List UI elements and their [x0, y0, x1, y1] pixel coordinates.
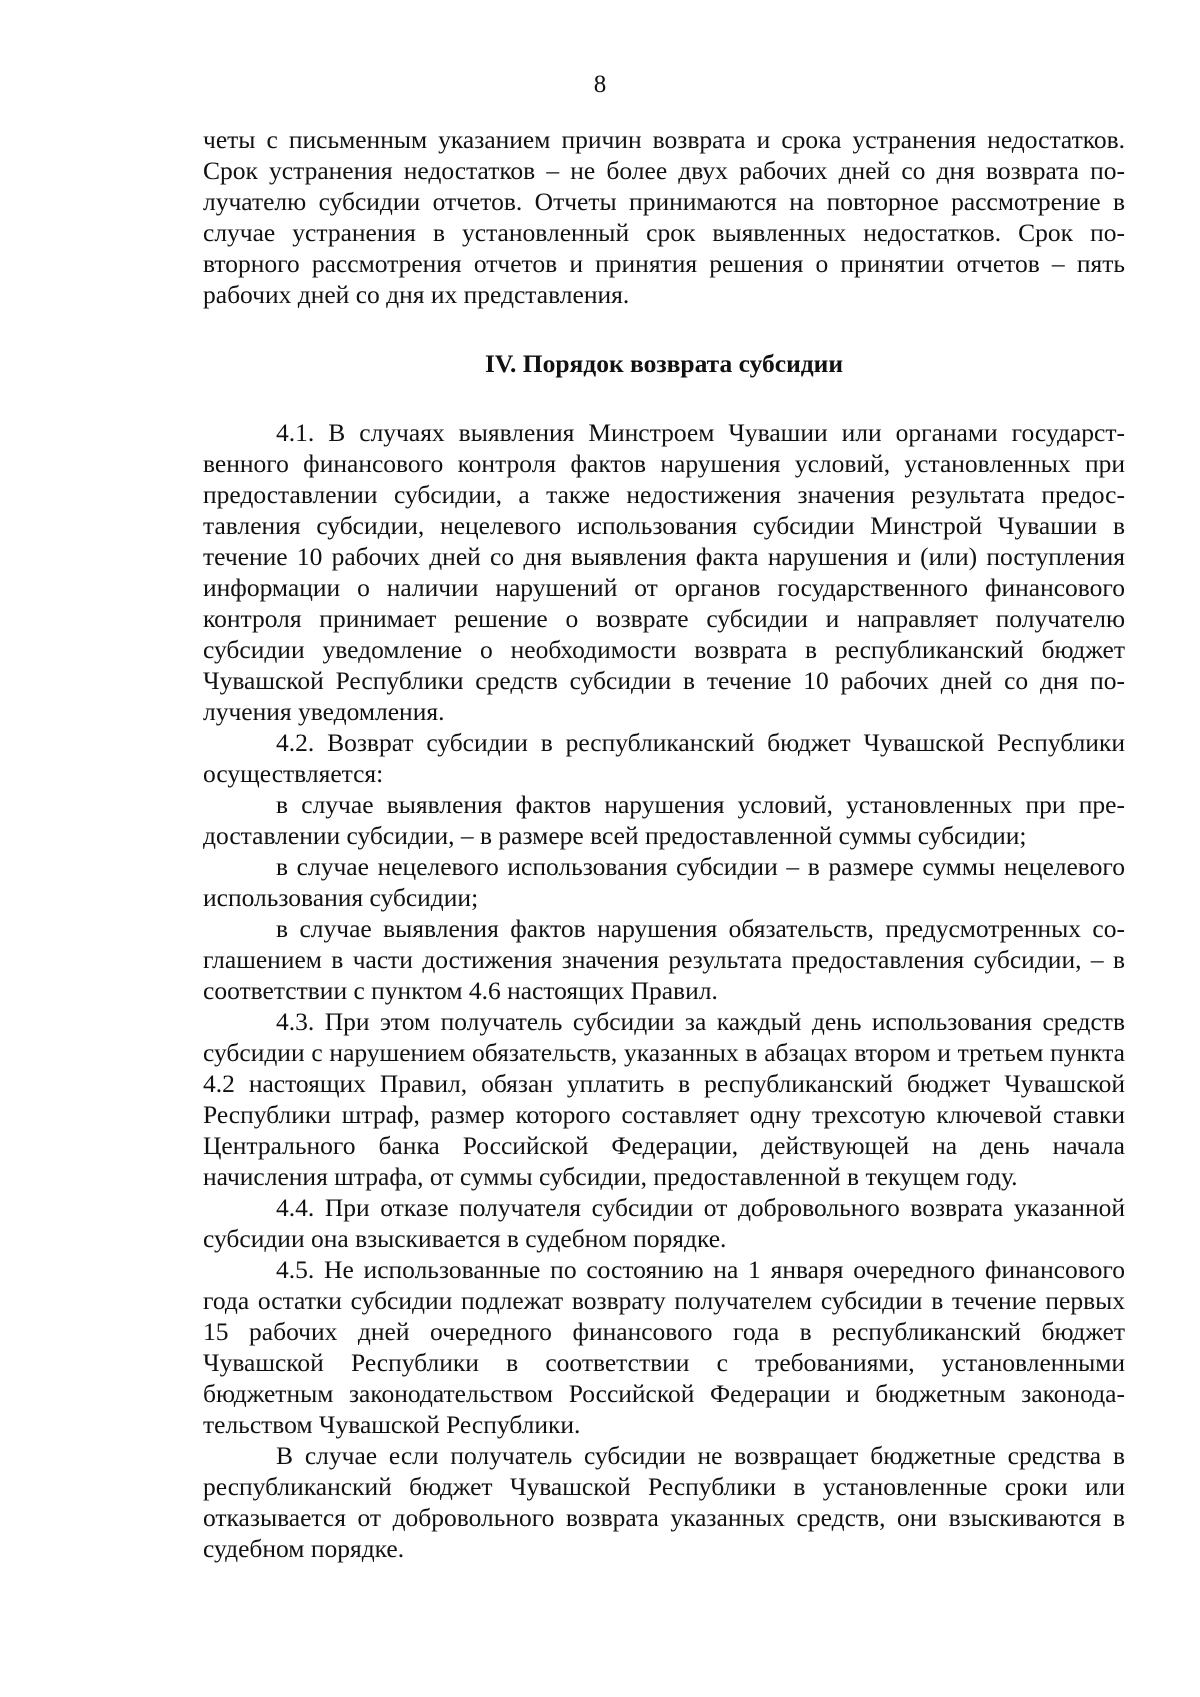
paragraph-4-4: 4.4. При отказе получателя субсидии от добровольного возврата указанной субсидии она взыскивается в судебном порядке. — [203, 1193, 1125, 1253]
paragraph-4-1: 4.1. В случаях выявления Минстроем Чувашии или органами государственного финансового контроля фактов нарушения условий, установленных при предоставлении субсидии, а также недостижения значения результата предоставления субсидии, нецелевого использования субсидии Минстрой Чувашии в течение 10 рабочих дней со дня выявления факта нарушения и (или) поступления информации о наличии нарушений от органов государственного финансового контроля принимает решение о возврате субсидии и направляет получателю субсидии уведомление о необходимости возврата в республиканский бюджет Чувашской Республики средств субсидии в течение 10 рабочих дней со дня получения уведомления. — [203, 418, 1125, 726]
paragraph-4-2: 4.2. Возврат субсидии в республиканский бюджет Чувашской Республики осуществляется: — [203, 728, 1125, 788]
page-number: 8 — [593, 71, 607, 98]
intro-paragraph: четы с письменным указанием причин возврата и срока устранения недостатков. Срок устранения недостатков – не более двух рабочих дней со дня возврата получателю субсидии отчетов. Отчеты принимаются на повторное рассмотрение в случае устранения в установленный срок выявленных недостатков. Срок повторного рассмотрения отчетов и принятия решения о принятии отчетов – пять рабочих дней со дня их представления. — [203, 125, 1125, 309]
paragraph-4-2-case-misuse: в случае нецелевого использования субсидии – в размере суммы нецелевого использования субсидии; — [203, 852, 1125, 912]
paragraph-4-2-case-violation: в случае выявления фактов нарушения условий, установленных при предоставлении субсидии, – в размере всей предоставленной суммы субсидии; — [203, 790, 1125, 850]
paragraph-4-5: 4.5. Не использованные по состоянию на 1 января очередного финансового года остатки субсидии подлежат возврату получателем субсидии в течение первых 15 рабочих дней очередного финансового года в республиканский бюджет Чувашской Республики в соответствии с требованиями, установленными бюджетным законодательством Российской Федерации и бюджетным законодательством Чувашской Республики. — [203, 1255, 1125, 1439]
paragraph-4-3: 4.3. При этом получатель субсидии за каждый день использования средств субсидии с нарушением обязательств, указанных в абзацах втором и третьем пункта 4.2 настоящих Правил, обязан уплатить в республиканский бюджет Чувашской Республики штраф, размер которого составляет одну трехсотую ключевой ставки Центрального банка Российской Федерации, действующей на день начала начисления штрафа, от суммы субсидии, предоставленной в текущем году. — [203, 1007, 1125, 1191]
document-body — [203, 124, 1125, 1564]
paragraph-4-5-refusal: В случае если получатель субсидии не возвращает бюджетные средства в республиканский бюджет Чувашской Республики в установленные сроки или отказывается от добровольного возврата указанных средств, они взыскиваются в судебном порядке. — [203, 1441, 1125, 1563]
paragraph-4-2-case-obligations: в случае выявления фактов нарушения обязательств, предусмотренных соглашением в части достижения значения результата предоставления субсидии, – в соответствии с пунктом 4.6 настоящих Правил. — [203, 914, 1125, 1005]
section-heading: IV. Порядок возврата субсидии — [484, 349, 844, 378]
